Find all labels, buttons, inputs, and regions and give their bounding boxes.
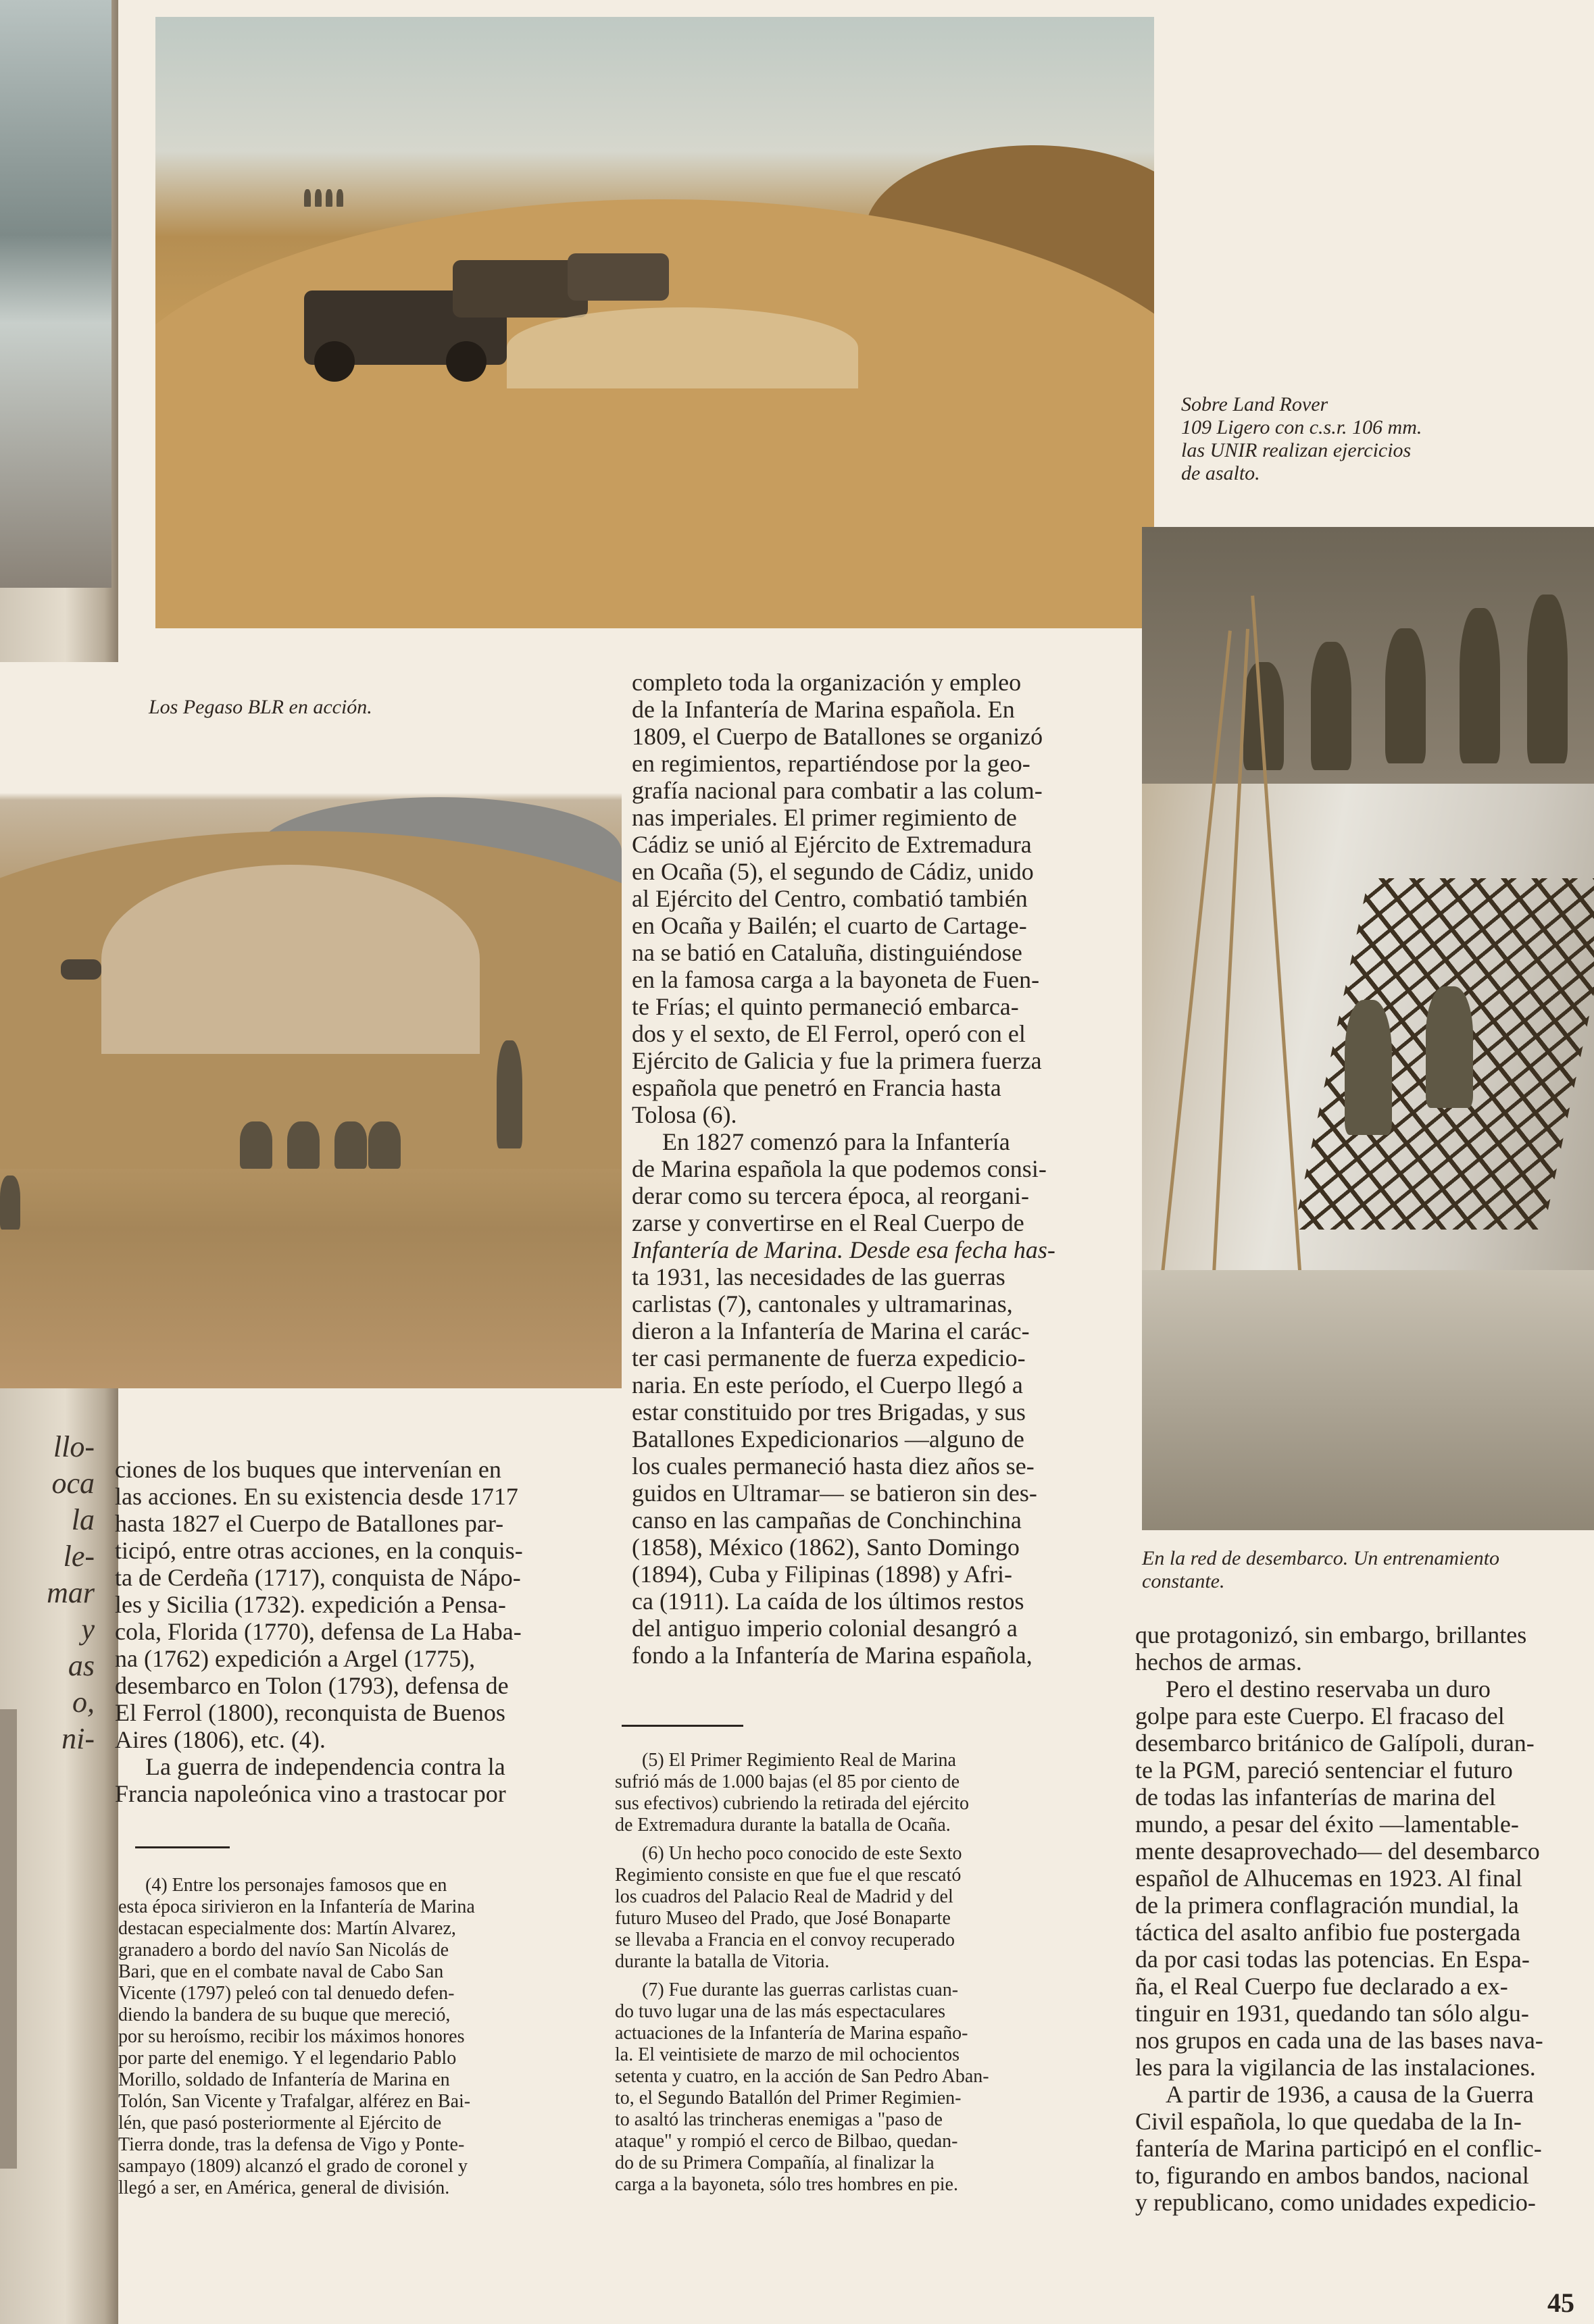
previous-page-photo-strip (0, 1709, 17, 2169)
footnotes-left: (4) Entre los personajes famosos que en esta época sirivieron en la Infantería de Marina destacan especialmente dos: Martín Alvarez, granadero a bordo del navío San Nicolás de Bari, que en el combate naval de Cabo San Vicente (1797) peleó con tal denuedo defen- diendo la bandera de su buque que mereció, por su heroísmo, recibir los máximos honores por parte del enemigo. Y el legendario Pablo Morillo, soldado de Infantería de Marina en Tolón, San Vicente y Trafalgar, alférez en Bai- lén, que pasó posteriormente al Ejército de Tierra donde, tras la defensa de Vigo y Ponte- sampayo (1809) alcanzó el grado de coronel y llegó a ser, en América, general de división. (118, 1875, 475, 2198)
photo-pegaso (0, 662, 622, 1388)
caption-red: En la red de desembarco. Un entrenamiento constante. (1142, 1547, 1500, 1592)
photo-land-rovers (155, 17, 1154, 628)
footnote-rule-middle (622, 1725, 743, 1727)
column-middle: completo toda la organización y empleo de la Infantería de Marina española. En 1809, el Cuerpo de Batallones se organizó en regimientos, repartiéndose por la geo- grafía nacional para combatir a las colum- nas imperiales. El primer regimiento de Cádiz se unió al Ejército de Extremadura en Ocaña (5), el segundo de Cádiz, unido al Ejército del Centro, combatió también en Ocaña y Bailén; el cuarto de Cartage- na se batió en Cataluña, distinguiéndose en la famosa carga a la bayoneta de Fuen- te Frías; el quinto permaneció embarca- dos y el sexto, de El Ferrol, operó con el Ejército de Galicia y fue la primera fuerza española que penetró en Francia hasta Tolosa (6). En 1827 comenzó para la Infantería de Marina española la que podemos consi- derar como su tercera época, al reorgani- zarse y convertirse en el Real Cuerpo de Infantería de Marina. Desde esa fecha has- ta 1931, las necesidades de las guerras carlistas (7), cantonales y ultramarinas, dieron a la Infantería de Marina el carác- ter casi permanente de fuerza expedicio- naria. En este período, el Cuerpo llegó a estar constituido por tres Brigadas, y sus Batallones Expedicionarios —alguno de los cuales permaneció hasta diez años se- guidos en Ultramar— se batieron sin des- canso en las campañas de Conchinchina (1858), México (1862), Santo Domingo (1894), Cuba y Filipinas (1898) y Afri- ca (1911). La caída de los últimos restos del antiguo imperio colonial desangró a fondo a la Infantería de Marina española, (632, 669, 1055, 1669)
caption-pegaso: Los Pegaso BLR en acción. (149, 696, 372, 718)
column-left: ciones de los buques que intervenían en las acciones. En su existencia desde 1717 hasta 1827 el Cuerpo de Batallones par- ticipó, entre otras acciones, en la conquis- ta de Cerdeña (1717), conquista de Nápo- les y Sicilia (1732). expedición a Pensa- cola, Florida (1770), defensa de La Haba- na (1762) expedición a Argel (1775), desembarco en Tolon (1793), defensa de El Ferrol (1800), reconquista de Buenos Aires (1806), etc. (4). La guerra de independencia contra la Francia napoleónica vino a trastocar por (115, 1456, 523, 1807)
footnote-rule-left (135, 1846, 230, 1848)
caption-land-rover: Sobre Land Rover 109 Ligero con c.s.r. 106 mm. las UNIR realizan ejercicios de asalto. (1181, 393, 1422, 484)
previous-page-text: llo- oca la le- mar y as o, ni- (47, 1430, 95, 1755)
footnotes-middle: (5) El Primer Regimiento Real de Marina sufrió más de 1.000 bajas (el 85 por ciento de sus efectivos) cubriendo la retirada del ejército de Extremadura durante la batalla de Ocaña. (6) Un hecho poco conocido de este Sexto Regimiento consiste en que fue el que rescató los cuadros del Palacio Real de Madrid y del futuro Museo del Prado, que José Bonaparte se llevaba a Francia en el convoy recuperado durante la batalla de Vitoria. (7) Fue durante las guerras carlistas cuan- do tuvo lugar una de las más espectaculares actuaciones de la Infantería de Marina españo- la. El veintisiete de marzo de mil ochocientos setenta y cuatro, en la acción de San Pedro Aban- to, el Segundo Batallón del Primer Regimien- to asaltó las trincheras enemigas a "paso de ataque" y rompió el cerco de Bilbao, quedan- do de su Primera Compañía, al finalizar la carga a la bayoneta, sólo tres hombres en pie. (615, 1750, 989, 2195)
page-number: 45 (1547, 2288, 1574, 2318)
column-right: que protagonizó, sin embargo, brillantes hechos de armas. Pero el destino reservaba un duro golpe para este Cuerpo. El fracaso del desembarco británico de Galípoli, duran- te la PGM, pareció sentenciar el futuro de todas las infanterías de marina del mundo, a pesar del éxito —lamentable- mente desaprovechado— del desembarco español de Alhucemas en 1923. Al final de la primera conflagración mundial, la táctica del asalto anfibio fue postergada da por casi todas las potencias. En Espa- ña, el Real Cuerpo fue declarado a ex- tinguir en 1931, quedando tan sólo algu- nos grupos en cada una de las bases nava- les para la vigilancia de las instalaciones. A partir de 1936, a causa de la Guerra Civil española, lo que quedaba de la In- fantería de Marina participó en el conflic- to, figurando en ambos bandos, nacional y republicano, como unidades expedicio- (1135, 1621, 1543, 2216)
previous-page-photo (0, 0, 111, 588)
photo-landing-net (1142, 527, 1594, 1530)
